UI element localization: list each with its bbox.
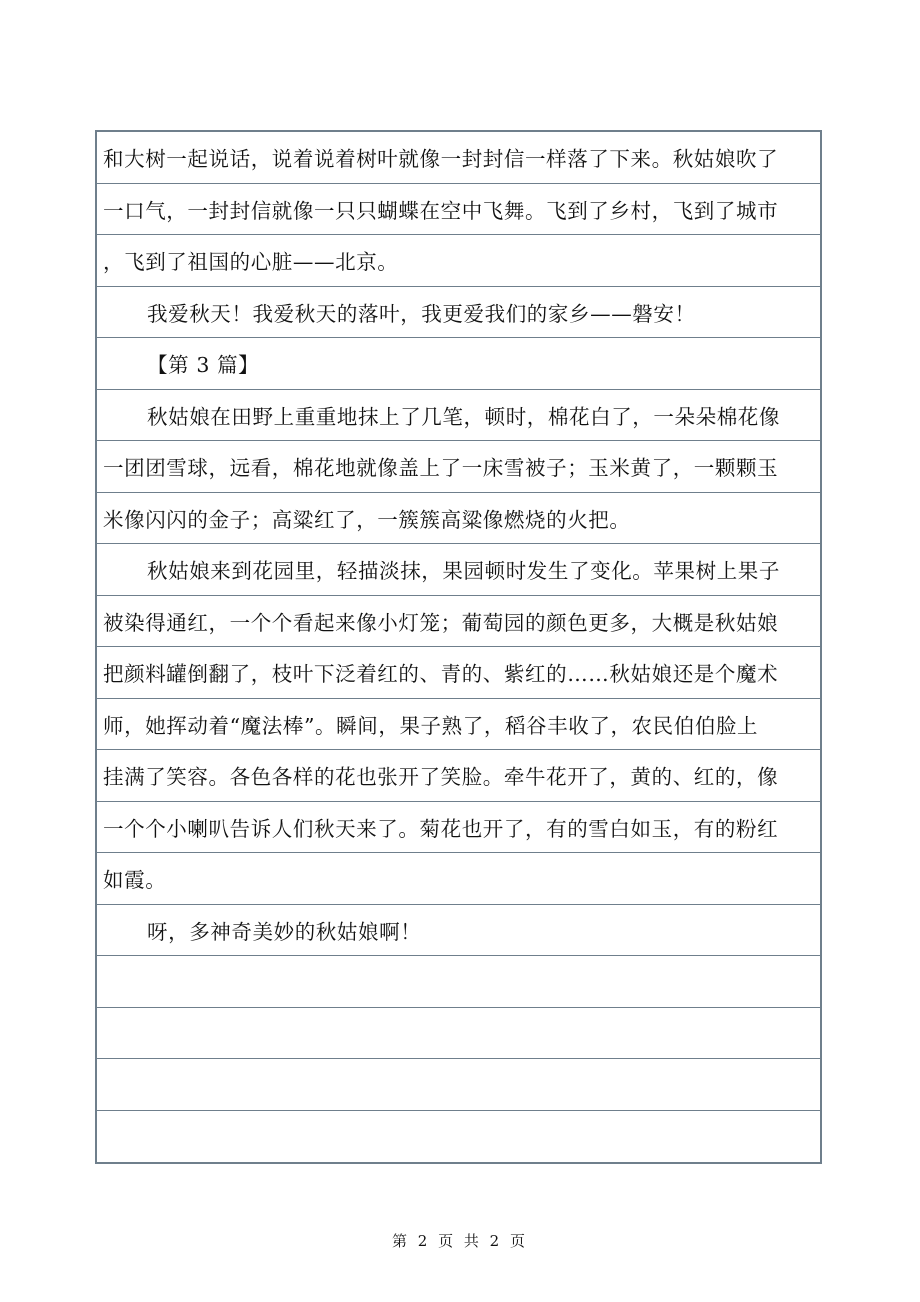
text-line: 被染得通红，一个个看起来像小灯笼；葡萄园的颜色更多，大概是秋姑娘 [97,596,820,648]
ruled-text-box [95,130,822,1164]
empty-line [97,956,820,1008]
text-line: 和大树一起说话，说着说着树叶就像一封封信一样落了下来。秋姑娘吹了 [97,132,820,184]
text-line: 挂满了笑容。各色各样的花也张开了笑脸。牵牛花开了，黄的、红的，像 [97,750,820,802]
text-line: 一口气，一封封信就像一只只蝴蝶在空中飞舞。飞到了乡村，飞到了城市 [97,184,820,236]
text-line: 米像闪闪的金子；高粱红了，一簇簇高粱像燃烧的火把。 [97,493,820,545]
page-number: 第 2 页 共 2 页 [392,1232,528,1250]
text-line: 把颜料罐倒翻了，枝叶下泛着红的、青的、紫红的……秋姑娘还是个魔术 [97,647,820,699]
text-line: 一团团雪球，远看，棉花地就像盖上了一床雪被子；玉米黄了，一颗颗玉 [97,441,820,493]
text-line: 秋姑娘来到花园里，轻描淡抹，果园顿时发生了变化。苹果树上果子 [97,544,820,596]
text-line: 我爱秋天！我爱秋天的落叶，我更爱我们的家乡——磐安！ [97,287,820,339]
empty-line [97,1059,820,1111]
text-line: 一个个小喇叭告诉人们秋天来了。菊花也开了，有的雪白如玉，有的粉红 [97,802,820,854]
empty-line [97,1008,820,1060]
section-heading: 【第 3 篇】 [97,338,820,390]
text-line: 呀，多神奇美妙的秋姑娘啊！ [97,905,820,957]
text-line: 如霞。 [97,853,820,905]
text-line: 秋姑娘在田野上重重地抹上了几笔，顿时，棉花白了，一朵朵棉花像 [97,390,820,442]
text-line: 师，她挥动着“魔法棒”。瞬间，果子熟了，稻谷丰收了，农民伯伯脸上 [97,699,820,751]
text-line: ，飞到了祖国的心脏——北京。 [97,235,820,287]
empty-line [97,1111,820,1163]
